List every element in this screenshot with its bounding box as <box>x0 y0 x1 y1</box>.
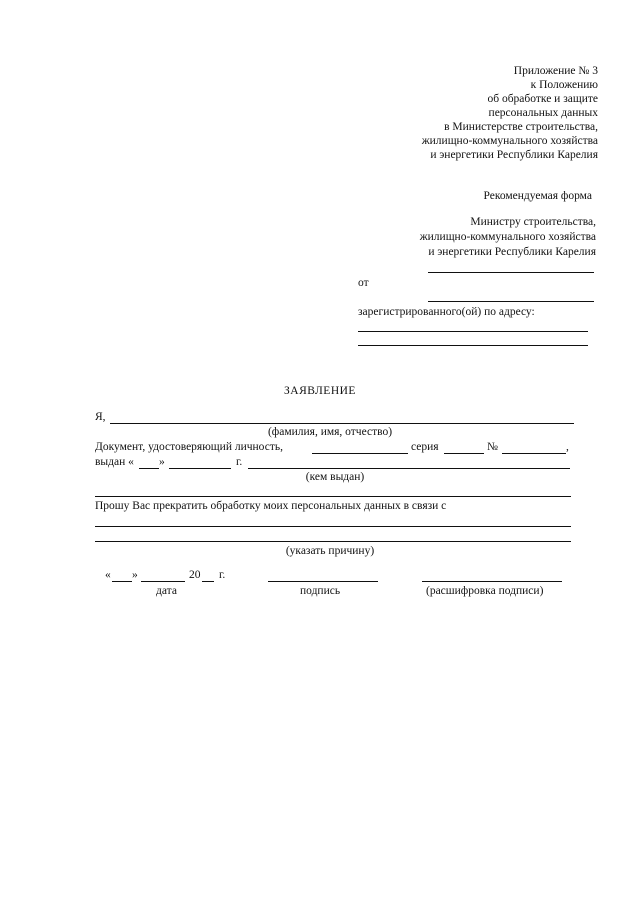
address-field-line-2[interactable] <box>358 345 588 346</box>
address-field-line-1[interactable] <box>358 331 588 332</box>
issued-day-field[interactable] <box>139 468 159 469</box>
issued-by-field-continued[interactable] <box>95 496 571 497</box>
form-type-label: Рекомендуемая форма <box>483 190 592 202</box>
from-label: от <box>358 277 369 289</box>
date-hint: дата <box>156 585 177 597</box>
addressee-line: жилищно-коммунального хозяйства <box>419 231 596 243</box>
number-label: № <box>487 441 498 453</box>
date-open-quote: « <box>105 569 111 581</box>
appendix-line: об обработке и защите <box>487 93 598 105</box>
decryption-field[interactable] <box>422 581 562 582</box>
addressee-name-field[interactable] <box>428 272 594 273</box>
number-field[interactable] <box>502 453 566 454</box>
date-close-quote: » <box>132 569 138 581</box>
comma: , <box>566 441 569 453</box>
appendix-block <box>278 64 598 162</box>
decryption-hint: (расшифровка подписи) <box>426 585 544 597</box>
reason-field-line-2[interactable] <box>95 541 571 542</box>
date-year-field[interactable] <box>202 581 214 582</box>
document-type-field[interactable] <box>312 453 408 454</box>
date-month-field[interactable] <box>141 581 185 582</box>
reason-field-line-1[interactable] <box>95 526 571 527</box>
appendix-line: персональных данных <box>488 107 598 119</box>
series-label: серия <box>411 441 439 453</box>
request-text: Прошу Вас прекратить обработку моих персональных данных в связи с <box>95 500 447 512</box>
fio-field[interactable] <box>110 423 574 424</box>
addressee-block <box>276 215 596 260</box>
addressee-line: и энергетики Республики Карелия <box>428 246 596 258</box>
signature-field[interactable] <box>268 581 378 582</box>
i-label: Я, <box>95 411 106 423</box>
appendix-line: в Министерстве строительства, <box>444 121 598 133</box>
issued-close-quote: » <box>159 456 165 468</box>
series-field[interactable] <box>444 453 484 454</box>
appendix-line: и энергетики Республики Карелия <box>430 149 598 161</box>
document-label: Документ, удостоверяющий личность, <box>95 441 283 453</box>
issued-year-suffix: г. <box>236 456 243 468</box>
appendix-line: жилищно-коммунального хозяйства <box>421 135 598 147</box>
from-name-field[interactable] <box>428 301 594 302</box>
appendix-line: Приложение № 3 <box>513 65 598 77</box>
issued-by-field[interactable] <box>248 468 570 469</box>
document-title: ЗАЯВЛЕНИЕ <box>284 385 356 397</box>
addressee-line: Министру строительства, <box>470 216 596 228</box>
issued-month-field[interactable] <box>169 468 231 469</box>
issued-by-hint: (кем выдан) <box>305 471 365 483</box>
date-century: 20 <box>189 569 201 581</box>
reason-hint: (указать причину) <box>285 545 375 557</box>
fio-hint: (фамилия, имя, отчество) <box>267 426 393 438</box>
appendix-line: к Положению <box>530 79 598 91</box>
date-year-suffix: г. <box>219 569 226 581</box>
signature-hint: подпись <box>300 585 341 597</box>
registered-address-label: зарегистрированного(ой) по адресу: <box>358 306 535 318</box>
issued-label: выдан « <box>95 456 134 468</box>
date-day-field[interactable] <box>112 581 132 582</box>
